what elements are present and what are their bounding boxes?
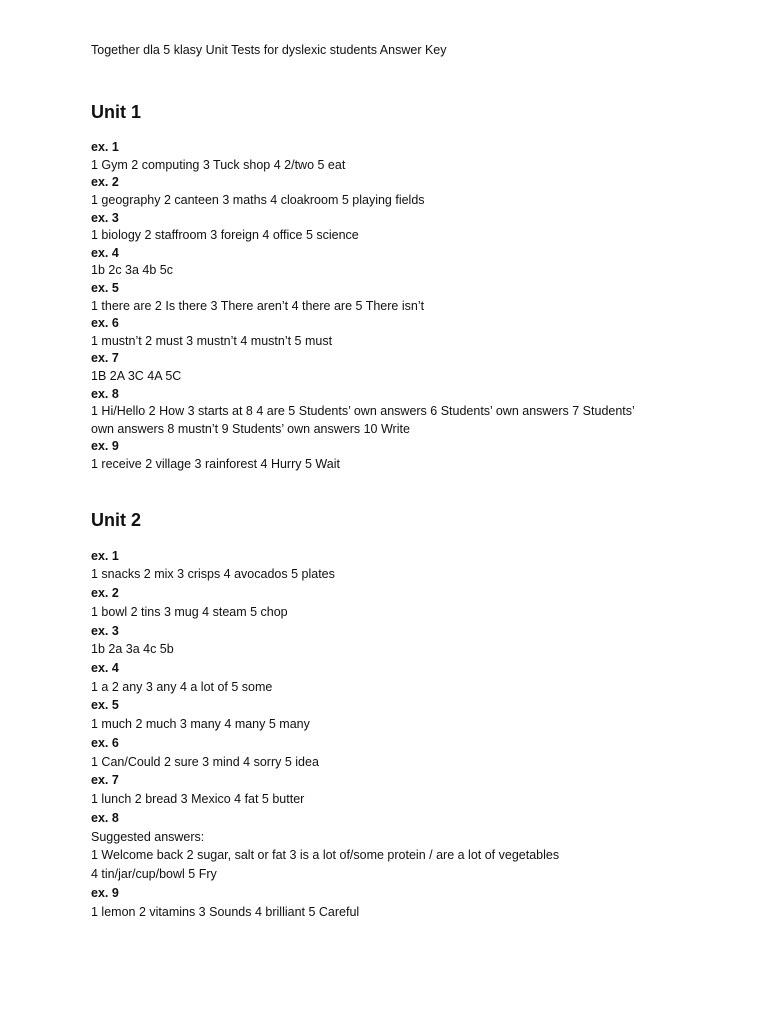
unit-1-exercise-6 [91,315,751,350]
answer-line: 4 tin/jar/cup/bowl 5 Fry [91,867,217,882]
unit-2-exercise-8 [91,809,751,884]
unit-1-exercise-2 [91,174,751,209]
answer-line: 1 a 2 any 3 any 4 a lot of 5 some [91,679,273,694]
exercise-label: ex. 4 [91,245,119,260]
answer-line: 1 biology 2 staffroom 3 foreign 4 office 5 science [91,228,359,243]
answer-line: 1B 2A 3C 4A 5C [91,368,182,383]
unit-2-exercise-1 [91,547,751,584]
exercise-label: ex. 5 [91,280,119,295]
answer-line: 1 Welcome back 2 sugar, salt or fat 3 is a lot of/some protein / are a lot of vegetables [91,848,560,863]
exercise-label: ex. 4 [91,661,119,675]
unit-2-exercise-2 [91,584,751,621]
answer-line: 1b 2c 3a 4b 5c [91,263,174,278]
unit-2-heading: Unit 2 [91,510,142,530]
exercise-label: ex. 1 [91,548,119,563]
unit-1-exercise-3 [91,210,751,245]
exercise-label: ex. 6 [91,316,119,331]
exercise-label: ex. 8 [91,810,119,825]
unit-1-exercise-8 [91,386,751,439]
answer-line: 1 receive 2 village 3 rainforest 4 Hurry 5 Wait [91,456,340,471]
unit-1-exercise-7 [91,350,751,385]
answer-line: 1 mustn’t 2 must 3 mustn’t 4 mustn’t 5 must [91,333,333,348]
exercise-label: ex. 3 [91,210,119,225]
answer-line: 1 much 2 much 3 many 4 many 5 many [91,717,310,732]
exercise-label: ex. 7 [91,773,119,788]
unit-2-exercise-3 [91,622,751,659]
answer-line: own answers 8 mustn’t 9 Students’ own answers 10 Write [91,421,410,436]
unit-1-exercise-5 [91,280,751,315]
exercise-label: ex. 3 [91,623,119,638]
exercise-label: ex. 5 [91,698,119,713]
exercise-label: ex. 8 [91,386,119,401]
exercise-label: ex. 6 [91,735,119,750]
unit-1-heading: Unit 1 [91,102,142,122]
answer-line: 1 Hi/Hello 2 How 3 starts at 8 4 are 5 Students’ own answers 6 Students’ own answers 7 Students’ [91,404,635,419]
answer-line: 1 Gym 2 computing 3 Tuck shop 4 2/two 5 eat [91,157,346,172]
exercise-label: ex. 2 [91,586,119,601]
unit-1-exercise-9 [91,438,751,473]
unit-2-exercise-7 [91,771,751,808]
exercise-label: ex. 2 [91,175,119,190]
answer-line: 1 snacks 2 mix 3 crisps 4 avocados 5 plates [91,567,335,582]
unit-2-exercise-9 [91,884,751,921]
answer-line: 1 lemon 2 vitamins 3 Sounds 4 brilliant 5 Careful [91,904,360,919]
unit-2-answers [91,547,751,922]
unit-2-exercise-4 [91,659,751,696]
exercise-label: ex. 7 [91,351,119,366]
exercise-label: ex. 1 [91,140,119,155]
answer-line: 1b 2a 3a 4c 5b [91,642,174,657]
answer-line: 1 there are 2 Is there 3 There aren’t 4 there are 5 There isn’t [91,298,425,313]
unit-2-exercise-5 [91,696,751,733]
answer-line: 1 lunch 2 bread 3 Mexico 4 fat 5 butter [91,792,305,807]
answer-line: 1 Can/Could 2 sure 3 mind 4 sorry 5 idea [91,754,319,769]
document-header: Together dla 5 klasy Unit Tests for dyslexic students Answer Key [91,43,447,57]
exercise-label: ex. 9 [91,439,119,454]
exercise-label: ex. 9 [91,885,119,900]
unit-1-exercise-1 [91,139,751,174]
answer-line: 1 geography 2 canteen 3 maths 4 cloakroom 5 playing fields [91,192,425,207]
unit-1-answers [91,139,751,473]
unit-1-exercise-4 [91,245,751,280]
suggested-answers-note: Suggested answers: [91,829,205,844]
answer-line: 1 bowl 2 tins 3 mug 4 steam 5 chop [91,604,288,619]
unit-2-exercise-6 [91,734,751,771]
